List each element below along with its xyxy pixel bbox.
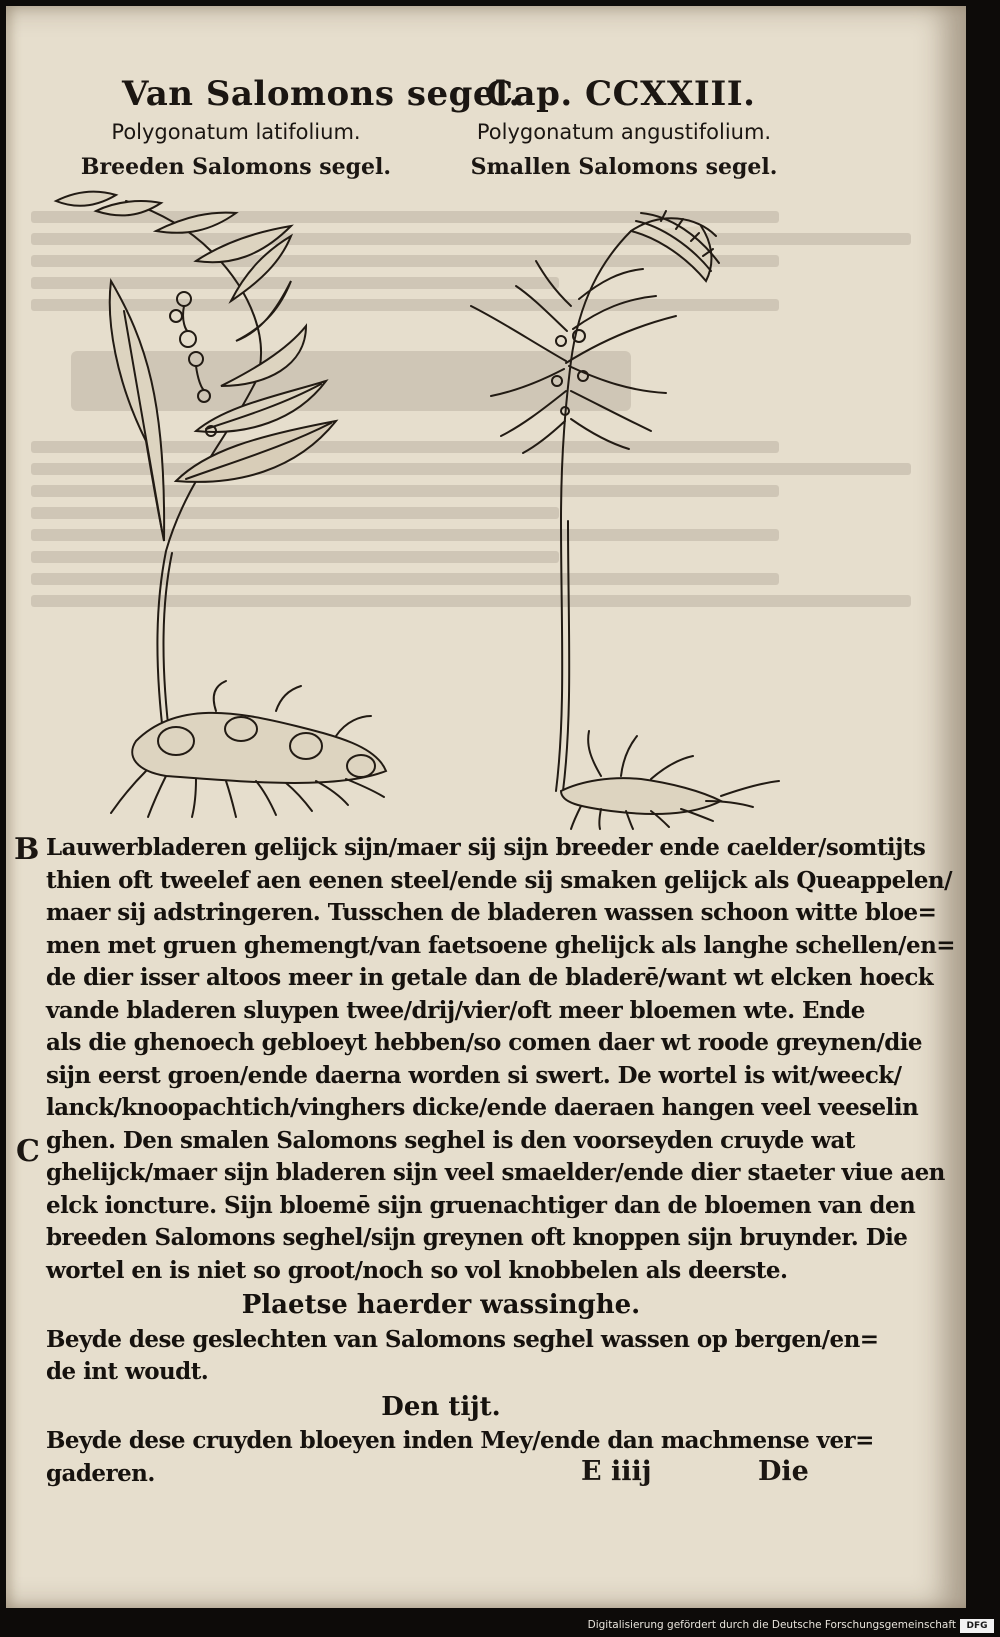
text-line: lanck/knoopachtich/vinghers dicke/ende daeraen hangen veel veeselin [46,1094,919,1121]
signature-mark: E iiij [581,1456,652,1487]
section-heading-place: Plaetse haerder wassinghe. [241,1290,641,1320]
text-line: de int woudt. [46,1358,209,1385]
caption-dutch-left: Breeden Salomons segel. [80,154,392,180]
text-line: Beyde dese cruyden bloeyen inden Mey/ende dan machmense ver= [46,1427,874,1454]
dfg-logo: DFG [960,1619,994,1633]
text-line: elck ioncture. Sijn bloemē sijn gruenachtiger dan de bloemen van den [46,1191,916,1219]
text-line: wortel en is niet so groot/noch so vol knobbelen als deerste. [46,1256,788,1284]
text-line: ghelijck/maer sijn bladeren sijn veel smaelder/ende dier staeter viue aen [46,1159,945,1186]
text-line: vande bladeren sluypen twee/drij/vier/oft meer bloemen wte. Ende [46,996,865,1024]
text-line: sijn eerst groen/ende daerna worden si swert. De wortel is wit/weeck/ [46,1061,902,1089]
caption-dutch-right: Smallen Salomons segel. [470,154,778,180]
caption-latin-left: Polygonatum latifolium. [111,120,361,144]
margin-letter-c: C [16,1134,40,1169]
broad-solomons-seal-woodcut [36,181,416,821]
caption-latin-right: Polygonatum angustifolium. [476,120,772,144]
text-line: maer sij adstringeren. Tusschen de bladeren wassen schoon witte bloe= [46,899,937,926]
section-heading-time: Den tijt. [381,1391,501,1422]
text-line: de dier isser altoos meer in getale dan de bladerē/want wt elcken hoeck [46,964,934,991]
text-line: gaderen. [46,1459,155,1487]
narrow-solomons-seal-woodcut [461,191,801,831]
running-title: Van Salomons segel. [122,74,521,114]
text-line: ghen. Den smalen Salomons seghel is den voorseyden cruyde wat [46,1126,855,1154]
book-page [6,6,966,1608]
text-line: als die ghenoech gebloeyt hebben/so comen daer wt roode greynen/die [46,1029,923,1056]
funding-note: Digitalisierung gefördert durch die Deutsche Forschungsgemeinschaft [587,1619,956,1631]
text-line: men met gruen ghemengt/van faetsoene ghelijck als langhe schellen/en= [46,931,955,959]
digitization-footer [0,1613,1000,1637]
margin-letter-b: B [14,832,40,867]
text-line: Lauwerbladeren gelijck sijn/maer sij sijn breeder ende caelder/somtijts [46,834,926,861]
catchword: Die [758,1456,809,1487]
description-text [46,832,955,1490]
chapter-number: Cap. CCXXIII. [486,74,756,114]
text-line: breeden Salomons seghel/sijn greynen oft knoppen sijn bruynder. Die [46,1224,908,1251]
text-line: Beyde dese geslechten van Salomons seghel wassen op bergen/en= [46,1325,879,1353]
text-line: thien oft tweelef aen eenen steel/ende sij smaken gelijck als Queappelen/ [46,866,952,894]
